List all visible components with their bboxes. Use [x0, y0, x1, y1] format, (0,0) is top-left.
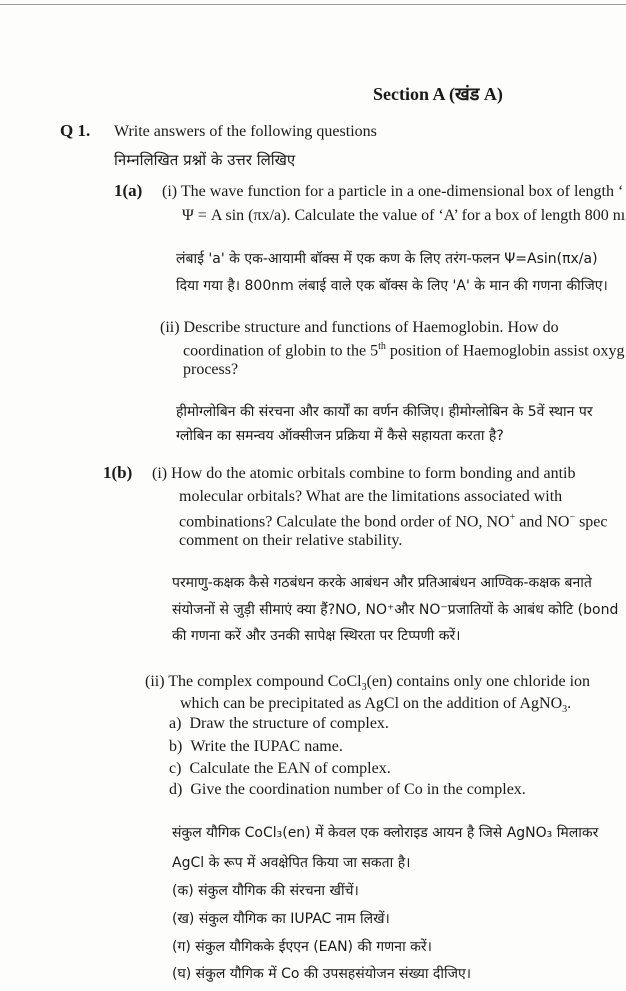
sub-item: b) Write the IUPAC name.	[169, 738, 343, 755]
q1a-ii-hindi: हीमोग्लोबिन की संरचना और कार्यों का वर्णन कीजिए। हीमोग्लोबिन के 5वें स्थान पर	[176, 404, 593, 420]
q1b-i-hindi: परमाणु-कक्षक कैसे गठबंधन करके आबंधन और प्रतिआबंधन आण्विक-कक्षक बनाते	[172, 575, 592, 591]
q1a-i-text: Ψ = A sin (πx/a). Calculate the value of ‘A’ for a box of length 800 nı	[182, 207, 626, 224]
q1a-ii-text: (ii) Describe structure and functions of Haemoglobin. How do	[160, 319, 559, 336]
q1a-ii-text: coordination of globin to the 5th position of Haemoglobin assist oxyg	[183, 341, 625, 360]
hindi-sub-item: (घ) संकुल यौगिक में Co की उपसहसंयोजन संख्या दीजिए।	[172, 966, 472, 982]
q1b-i-text: comment on their relative stability.	[179, 532, 403, 549]
hindi-sub-item: (ख) संकुल यौगिक का IUPAC नाम लिखें।	[172, 911, 390, 927]
q1b-i-text: molecular orbitals? What are the limitations associated with	[179, 488, 563, 505]
q1a-ii-text: process?	[183, 361, 239, 378]
q1b-ii-hindi: संकुल यौगिक CoCl₃(en) में केवल एक क्लोराइड आयन है जिसे AgNO₃ मिलाकर	[172, 825, 599, 841]
hindi-sub-item: (क) संकुल यौगिक की संरचना खींचें।	[172, 883, 359, 899]
hindi-sub-item: (ग) संकुल यौगिकके ईएएन (EAN) की गणना करें।	[172, 939, 432, 955]
q1b-i-text: (i) How do the atomic orbitals combine to form bonding and antib	[152, 465, 576, 482]
q1b-ii-text: which can be precipitated as AgCl on the addition of AgNO$_3$.	[180, 695, 572, 716]
q1b-i-hindi: संयोजनों से जुड़ी सीमाएं क्या हैं?NO, NO⁺और NO⁻प्रजातियों के आबंध कोटि (bond	[172, 602, 619, 618]
q1b-i-text: combinations? Calculate the bond order of NO, NO+ and NO− spec	[179, 512, 608, 531]
instruction-english: Write answers of the following questions	[114, 123, 377, 140]
q1b-ii-hindi: AgCl के रूप में अवक्षेपित किया जा सकता है।	[172, 855, 411, 871]
part-label-1b: 1(b)	[103, 463, 133, 482]
part-label-1a: 1(a)	[114, 181, 143, 200]
q1b-ii-text: (ii) The complex compound CoCl$_3$(en) contains only one chloride ion	[145, 673, 591, 694]
sub-item: c) Calculate the EAN of complex.	[169, 760, 391, 777]
question-number: Q 1.	[60, 121, 91, 140]
q1a-i-hindi: दिया गया है। 800nm लंबाई वाले एक बॉक्स के लिए 'A' के मान की गणना कीजिए।	[176, 278, 608, 294]
sub-item: d) Give the coordination number of Co in the complex.	[169, 781, 526, 798]
q1a-ii-hindi: ग्लोबिन का समन्वय ऑक्सीजन प्रक्रिया में कैसे सहायता करता है?	[176, 428, 504, 444]
q1a-i-text: (i) The wave function for a particle in a one-dimensional box of length ‘	[162, 183, 624, 200]
q1a-i-hindi: लंबाई 'a' के एक-आयामी बॉक्स में एक कण के लिए तरंग-फलन Ψ=Asin(πx/a)	[176, 251, 598, 267]
q1b-i-hindi: की गणना करें और उनकी सापेक्ष स्थिरता पर टिप्पणी करें।	[172, 628, 461, 644]
instruction-hindi: निम्नलिखित प्रश्नों के उत्तर लिखिए	[114, 151, 296, 169]
top-rule	[0, 4, 626, 5]
sub-item: a) Draw the structure of complex.	[169, 715, 389, 732]
section-title: Section A (खंड A)	[373, 84, 503, 104]
